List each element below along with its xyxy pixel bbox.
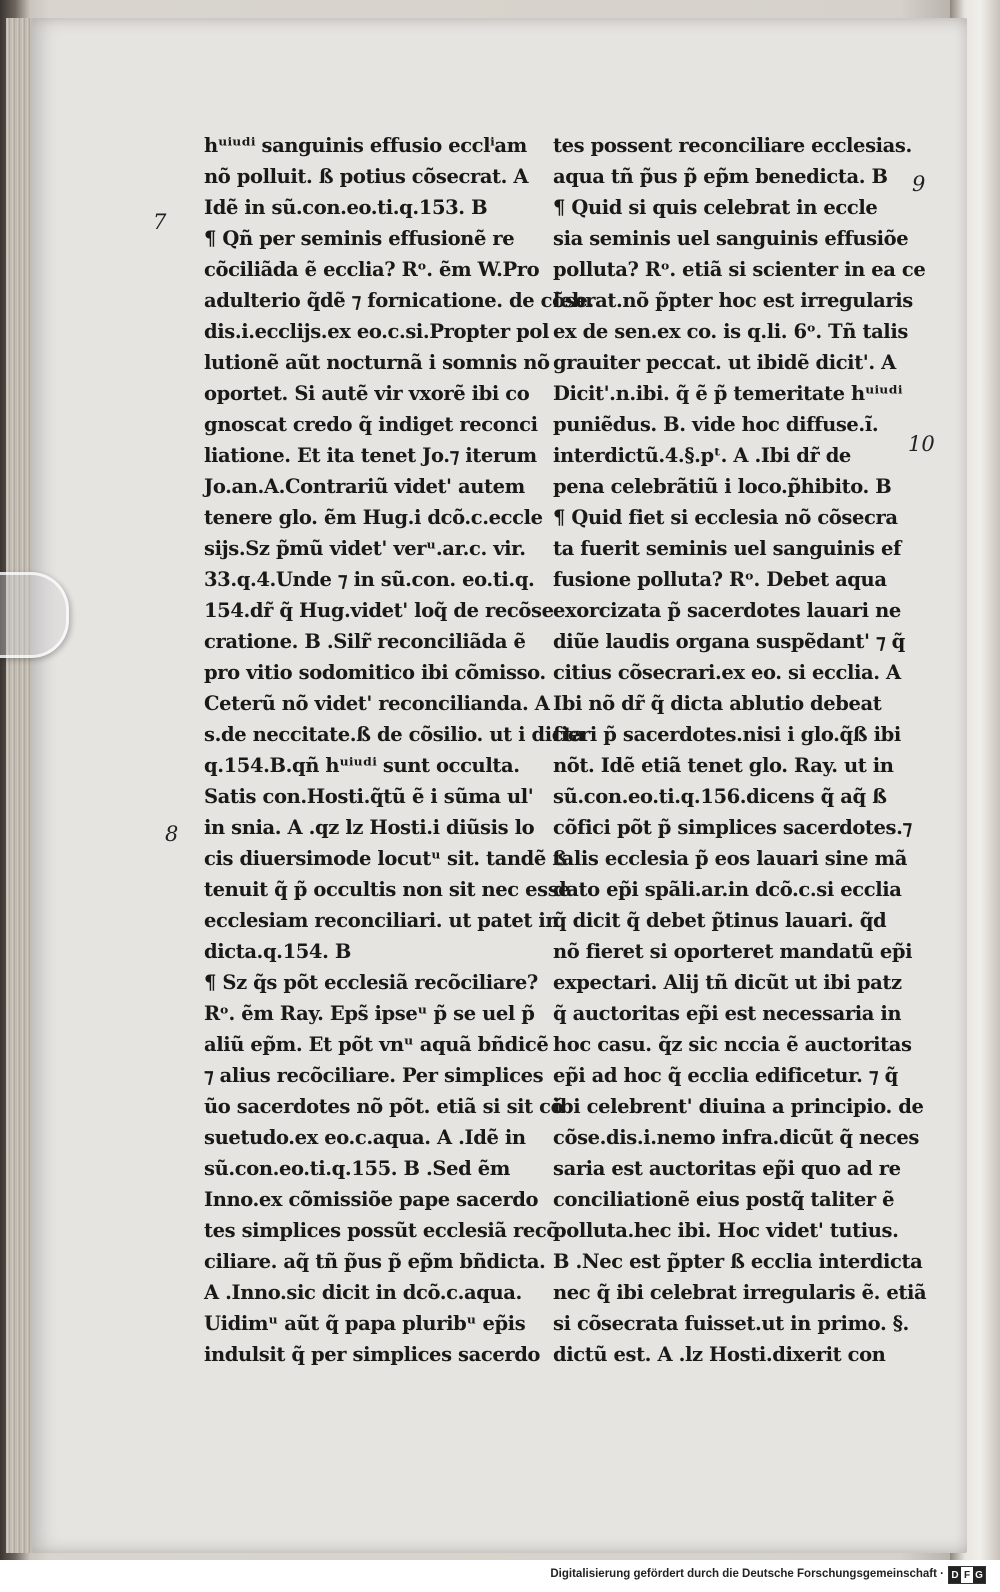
text-line: oportet. Si autẽ vir vxorẽ ibi co (204, 382, 530, 405)
text-line: si cõsecrata fuisset.ut in primo. §. (553, 1312, 909, 1335)
text-line: indulsit q̃ per simplices sacerdo (204, 1343, 541, 1366)
text-line: interdictũ.4.§.pᵗ. A .Ibi dr̃ de (553, 444, 851, 467)
text-line: Ibi nõ dr̃ q̃ dicta ablutio debeat (553, 692, 882, 715)
text-line: cõfici põt p̃ simplices sacerdotes.⁊ (553, 816, 912, 839)
text-line: A .Inno.sic dicit in dcõ.c.aqua. (204, 1281, 522, 1304)
text-line: 33.q.4.Unde ⁊ in sũ.con. eo.ti.q. (204, 568, 535, 591)
text-line: ecclesiam reconciliari. ut patet in (204, 909, 560, 932)
text-line: fieri p̃ sacerdotes.nisi i glo.q̃ß ibi (553, 723, 901, 746)
text-line: conciliationẽ eius postq̃ taliter ẽ (553, 1188, 895, 1211)
page-stack-edge (6, 18, 32, 1553)
marginal-number-right-top: 9 (912, 172, 926, 196)
text-line: sũ.con.eo.ti.q.155. B .Sed ẽm (204, 1157, 510, 1180)
text-line: tenuit q̃ p̃ occultis non sit nec esse (204, 878, 571, 901)
text-line: diũe laudis organa suspẽdant' ⁊ q̃ (553, 630, 905, 653)
text-line: lutionẽ aũt nocturnã i somnis nõ (204, 351, 550, 374)
text-line: ¶ Qñ per seminis effusionẽ re (204, 227, 515, 250)
text-line: ta fuerit seminis uel sanguinis ef (553, 537, 901, 560)
text-line: Idẽ in sũ.con.eo.ti.q.153. B (204, 196, 488, 219)
text-line: nõ polluit. ß potius cõsecrat. A (204, 165, 529, 188)
text-line: suetudo.ex eo.c.aqua. A .Idẽ in (204, 1126, 526, 1149)
text-line: Jo.an.A.Contrariũ videt' autem (204, 475, 525, 498)
marginal-number-left-bottom: 8 (165, 822, 179, 846)
text-line: fusione polluta? Rᵒ. Debet aqua (553, 568, 887, 591)
text-line: grauiter peccat. ut ibidẽ dicit'. A (553, 351, 896, 374)
text-line: polluta.hec ibi. Hoc videt' tutius. (553, 1219, 899, 1242)
text-line: lebrat.nõ p̃pter hoc est irregularis (553, 289, 913, 312)
text-line: pena celebrãtiũ i loco.p̃hibito. B (553, 475, 892, 498)
text-line: ibi celebrent' diuina a principio. de (553, 1095, 924, 1118)
text-line: gnoscat credo q̃ indiget reconci (204, 413, 538, 436)
text-line: q̃ dicit q̃ debet p̃tinus lauari. q̃d (553, 909, 887, 932)
text-line: dis.i.ecclijs.ex eo.c.si.Propter pol (204, 320, 550, 343)
funding-credit: Digitalisierung gefördert durch die Deutsche Forschungsgemeinschaft · (550, 1568, 944, 1580)
text-line: tes simplices possũt ecclesiã recõ (204, 1219, 560, 1242)
plastic-clip (0, 572, 69, 658)
text-line: dato ep̃i spãli.ar.in dcõ.c.si ecclia (553, 878, 902, 901)
text-line: expectari. Alij tñ dicũt ut ibi patz (553, 971, 902, 994)
text-line: Dicit'.n.ibi. q̃ ẽ p̃ temeritate hᵘⁱᵘᵈⁱ (553, 382, 903, 405)
text-line: hᵘⁱᵘᵈⁱ sanguinis effusio ecclⁱam (204, 134, 527, 157)
text-line: exorcizata p̃ sacerdotes lauari ne (553, 599, 901, 622)
text-line: 154.dr̃ q̃ Hug.videt' loq̃ de recõse (204, 599, 554, 622)
text-line: cratione. B .Silr̃ reconciliãda ẽ (204, 630, 526, 653)
text-line: ex de sen.ex co. is q.li. 6ᵒ. Tñ talis (553, 320, 908, 343)
text-line: Ceterũ nõ videt' reconcilianda. A (204, 692, 550, 715)
marginal-number-left-top: 7 (153, 210, 167, 234)
text-line: liatione. Et ita tenet Jo.⁊ iterum (204, 444, 537, 467)
text-line: B .Nec est p̃pter ß ecclia interdicta (553, 1250, 923, 1273)
text-line: Satis con.Hosti.q̃tũ ẽ i sũma ul' (204, 785, 534, 808)
text-line: cis diuersimode locutᵘ sit. tandẽ ß (204, 847, 567, 870)
text-line: s.de neccitate.ß de cõsilio. ut i dicta (204, 723, 585, 746)
text-line: q.154.B.qñ hᵘⁱᵘᵈⁱ sunt occulta. (204, 754, 520, 777)
text-line: in snia. A .qz lz Hosti.i diũsis lo (204, 816, 535, 839)
marginal-number-right-middle: 10 (908, 432, 935, 456)
text-line: dicta.q.154. B (204, 940, 351, 963)
text-line: q̃ auctoritas ep̃i est necessaria in (553, 1002, 902, 1025)
text-line: sia seminis uel sanguinis effusiõe (553, 227, 909, 250)
text-line: cõciliãda ẽ ecclia? Rᵒ. ẽm W.Pro (204, 258, 540, 281)
text-line: nõ fieret si oporteret mandatũ ep̃i (553, 940, 913, 963)
dfg-logo-icon: D F G (948, 1566, 986, 1584)
text-line: sijs.Sz p̃mũ videt' verᵘ.ar.c. vir. (204, 537, 526, 560)
text-line: dictũ est. A .lz Hosti.dixerit con (553, 1343, 886, 1366)
text-line: puniẽdus. B. vide hoc diffuse.ĩ. (553, 413, 879, 436)
text-line: adulterio q̃dẽ ⁊ fornicatione. de cõse. (204, 289, 594, 312)
text-line: ¶ Sz q̃s põt ecclesiã recõciliare? (204, 971, 538, 994)
text-line: saria est auctoritas ep̃i quo ad re (553, 1157, 901, 1180)
text-line: sũ.con.eo.ti.q.156.dicens q̃ aq̃ ß (553, 785, 887, 808)
text-line: nec q̃ ibi celebrat irregularis ẽ. etiã (553, 1281, 927, 1304)
text-line: talis ecclesia p̃ eos lauari sine mã (553, 847, 907, 870)
text-line: Inno.ex cõmissiõe pape sacerdo (204, 1188, 539, 1211)
text-line: ũo sacerdotes nõ põt. etiã si sit cõ (204, 1095, 564, 1118)
text-line: polluta? Rᵒ. etiã si scienter in ea ce (553, 258, 926, 281)
text-line: hoc casu. q̃z sic nccia ẽ auctoritas (553, 1033, 912, 1056)
footer-bar (0, 1560, 1000, 1592)
text-line: Uidimᵘ aũt q̃ papa pluribᵘ ep̃is (204, 1312, 526, 1335)
text-line: citius cõsecrari.ex eo. si ecclia. A (553, 661, 901, 684)
text-line: nõt. Idẽ etiã tenet glo. Ray. ut in (553, 754, 894, 777)
text-line: aqua tñ p̃us p̃ ep̃m benedicta. B (553, 165, 888, 188)
text-line: Rᵒ. ẽm Ray. Eps̃ ipseᵘ p̃ se uel p̃ (204, 1002, 535, 1025)
text-line: ep̃i ad hoc q̃ ecclia edificetur. ⁊ q̃ (553, 1064, 898, 1087)
left-text-column (204, 130, 594, 1370)
text-line: ¶ Quid fiet si ecclesia nõ cõsecra (553, 506, 898, 529)
text-line: tenere glo. ẽm Hug.i dcõ.c.eccle (204, 506, 543, 529)
text-line: pro vitio sodomitico ibi cõmisso. (204, 661, 546, 684)
text-line: ¶ Quid si quis celebrat in eccle (553, 196, 878, 219)
text-line: ⁊ alius recõciliare. Per simplices (204, 1064, 544, 1087)
text-line: cõse.dis.i.nemo infra.dicũt q̃ neces (553, 1126, 919, 1149)
text-line: tes possent reconciliare ecclesias. (553, 134, 912, 157)
text-line: aliũ ep̃m. Et põt vnᵘ aquã bñdicẽ (204, 1033, 549, 1056)
text-line: ciliare. aq̃ tñ p̃us p̃ ep̃m bñdicta. (204, 1250, 546, 1273)
